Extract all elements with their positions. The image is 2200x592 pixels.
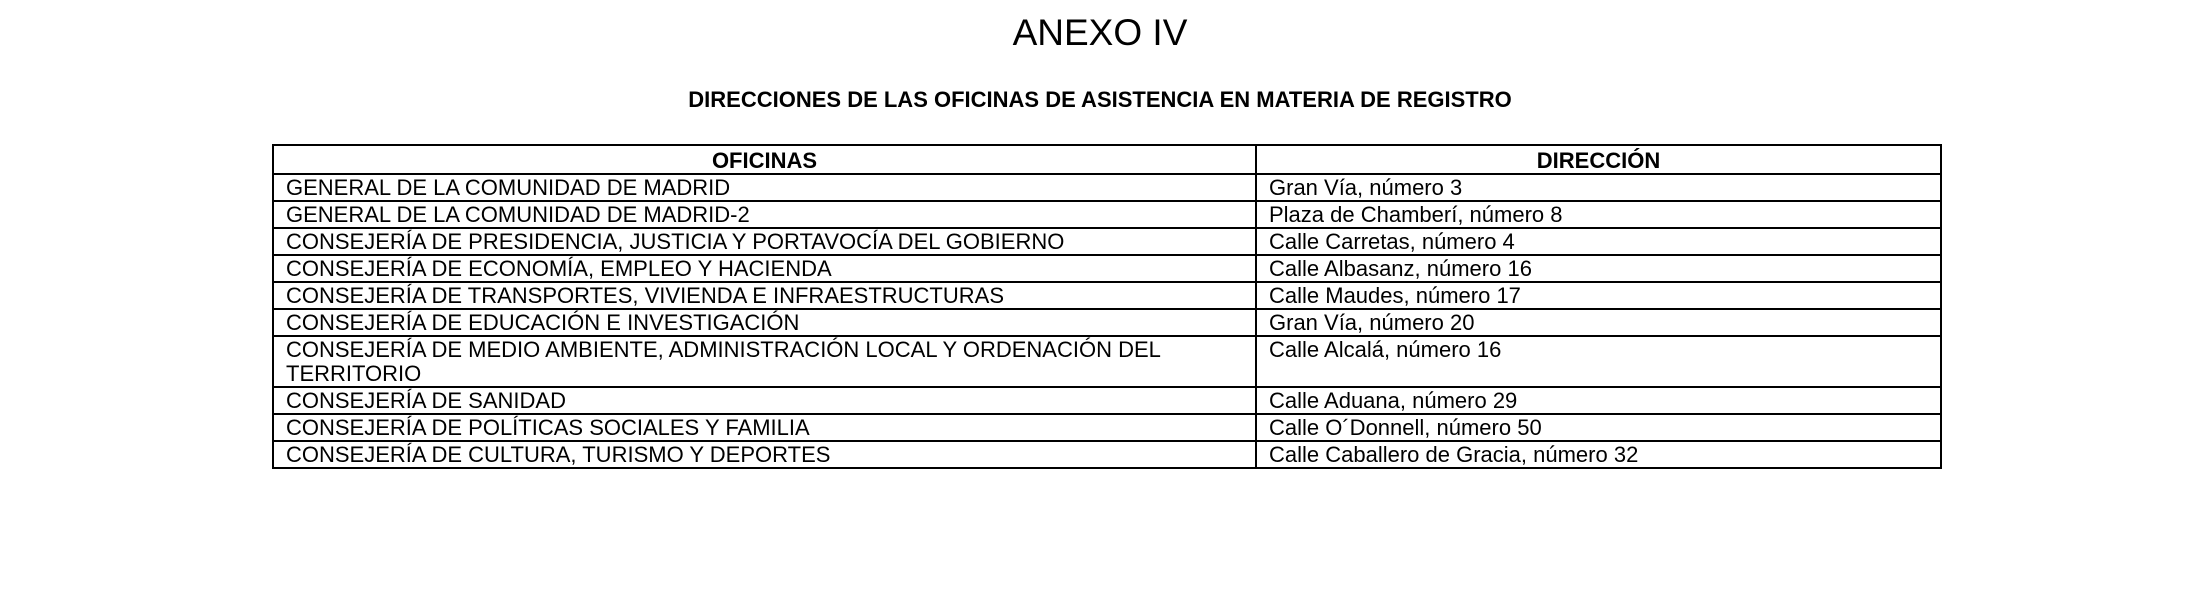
column-header-oficinas: OFICINAS	[273, 145, 1256, 174]
office-name-cell: GENERAL DE LA COMUNIDAD DE MADRID-2	[273, 201, 1256, 228]
office-name-cell: CONSEJERÍA DE PRESIDENCIA, JUSTICIA Y PORTAVOCÍA DEL GOBIERNO	[273, 228, 1256, 255]
table-row	[273, 282, 1941, 309]
table-row	[273, 228, 1941, 255]
office-address-cell: Calle Albasanz, número 16	[1256, 255, 1941, 282]
table-row	[273, 255, 1941, 282]
offices-table	[272, 144, 1942, 469]
annex-title: ANEXO IV	[1012, 12, 1188, 53]
table-row	[273, 309, 1941, 336]
office-address-cell: Calle Maudes, número 17	[1256, 282, 1941, 309]
office-address-cell: Calle O´Donnell, número 50	[1256, 414, 1941, 441]
table-row	[273, 201, 1941, 228]
table-row	[273, 441, 1941, 468]
office-name-cell: CONSEJERÍA DE EDUCACIÓN E INVESTIGACIÓN	[273, 309, 1256, 336]
office-address-cell: Gran Vía, número 20	[1256, 309, 1941, 336]
office-name-cell: CONSEJERÍA DE POLÍTICAS SOCIALES Y FAMILIA	[273, 414, 1256, 441]
office-name-cell: GENERAL DE LA COMUNIDAD DE MADRID	[273, 174, 1256, 201]
table-row	[273, 414, 1941, 441]
table-row	[273, 387, 1941, 414]
office-name-cell: CONSEJERÍA DE SANIDAD	[273, 387, 1256, 414]
office-address-cell: Gran Vía, número 3	[1256, 174, 1941, 201]
office-name-cell: CONSEJERÍA DE TRANSPORTES, VIVIENDA E INFRAESTRUCTURAS	[273, 282, 1256, 309]
office-address-cell: Calle Carretas, número 4	[1256, 228, 1941, 255]
office-address-cell: Calle Caballero de Gracia, número 32	[1256, 441, 1941, 468]
table-row	[273, 174, 1941, 201]
office-address-cell: Plaza de Chamberí, número 8	[1256, 201, 1941, 228]
table-header-row	[273, 145, 1941, 174]
document-subtitle: DIRECCIONES DE LAS OFICINAS DE ASISTENCIA EN MATERIA DE REGISTRO	[688, 87, 1512, 112]
office-name-cell: CONSEJERÍA DE ECONOMÍA, EMPLEO Y HACIENDA	[273, 255, 1256, 282]
column-header-direccion: DIRECCIÓN	[1256, 145, 1941, 174]
office-address-cell: Calle Aduana, número 29	[1256, 387, 1941, 414]
table-row	[273, 336, 1941, 387]
office-address-cell: Calle Alcalá, número 16	[1256, 336, 1941, 387]
office-name-cell: CONSEJERÍA DE CULTURA, TURISMO Y DEPORTES	[273, 441, 1256, 468]
office-name-cell: CONSEJERÍA DE MEDIO AMBIENTE, ADMINISTRACIÓN LOCAL Y ORDENACIÓN DEL TERRITORIO	[273, 336, 1256, 387]
